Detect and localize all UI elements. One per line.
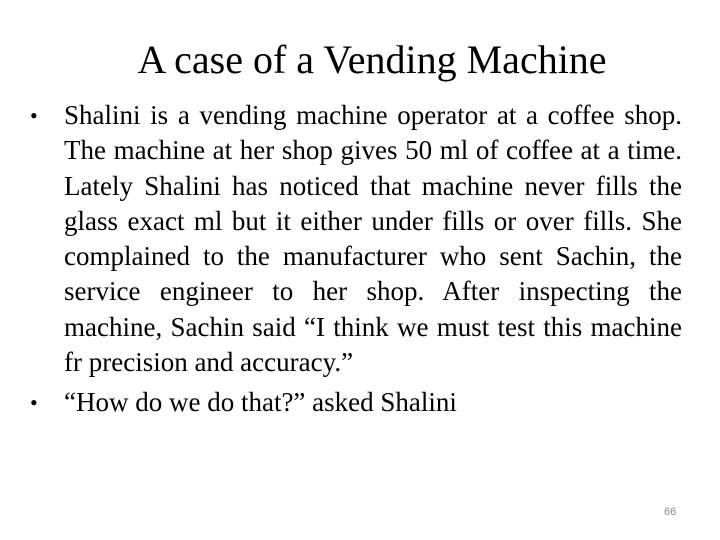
- bullet-text-story: Shalini is a vending machine operator at a coffee shop. The machine at her shop gives 50 ml of coffee at a time. Lately Shalini has noticed that machine never fills the glass exact ml but it either under fills or over fills. She complained to the manufacturer who sent Sachin, the service engineer to her shop. After inspecting the machine, Sachin said “I think we must test this machine fr precision and accuracy.”: [64, 100, 682, 378]
- slide-title: A case of a Vending Machine: [137, 37, 607, 82]
- bullet-list: [30, 98, 682, 426]
- bullet-item-question: [30, 385, 682, 420]
- bullet-text-question: “How do we do that?” asked Shalini: [64, 387, 457, 418]
- page-number: 66: [664, 506, 677, 518]
- bullet-item-story: [30, 98, 682, 380]
- bullet-marker: •: [30, 390, 38, 416]
- bullet-marker: •: [30, 103, 38, 128]
